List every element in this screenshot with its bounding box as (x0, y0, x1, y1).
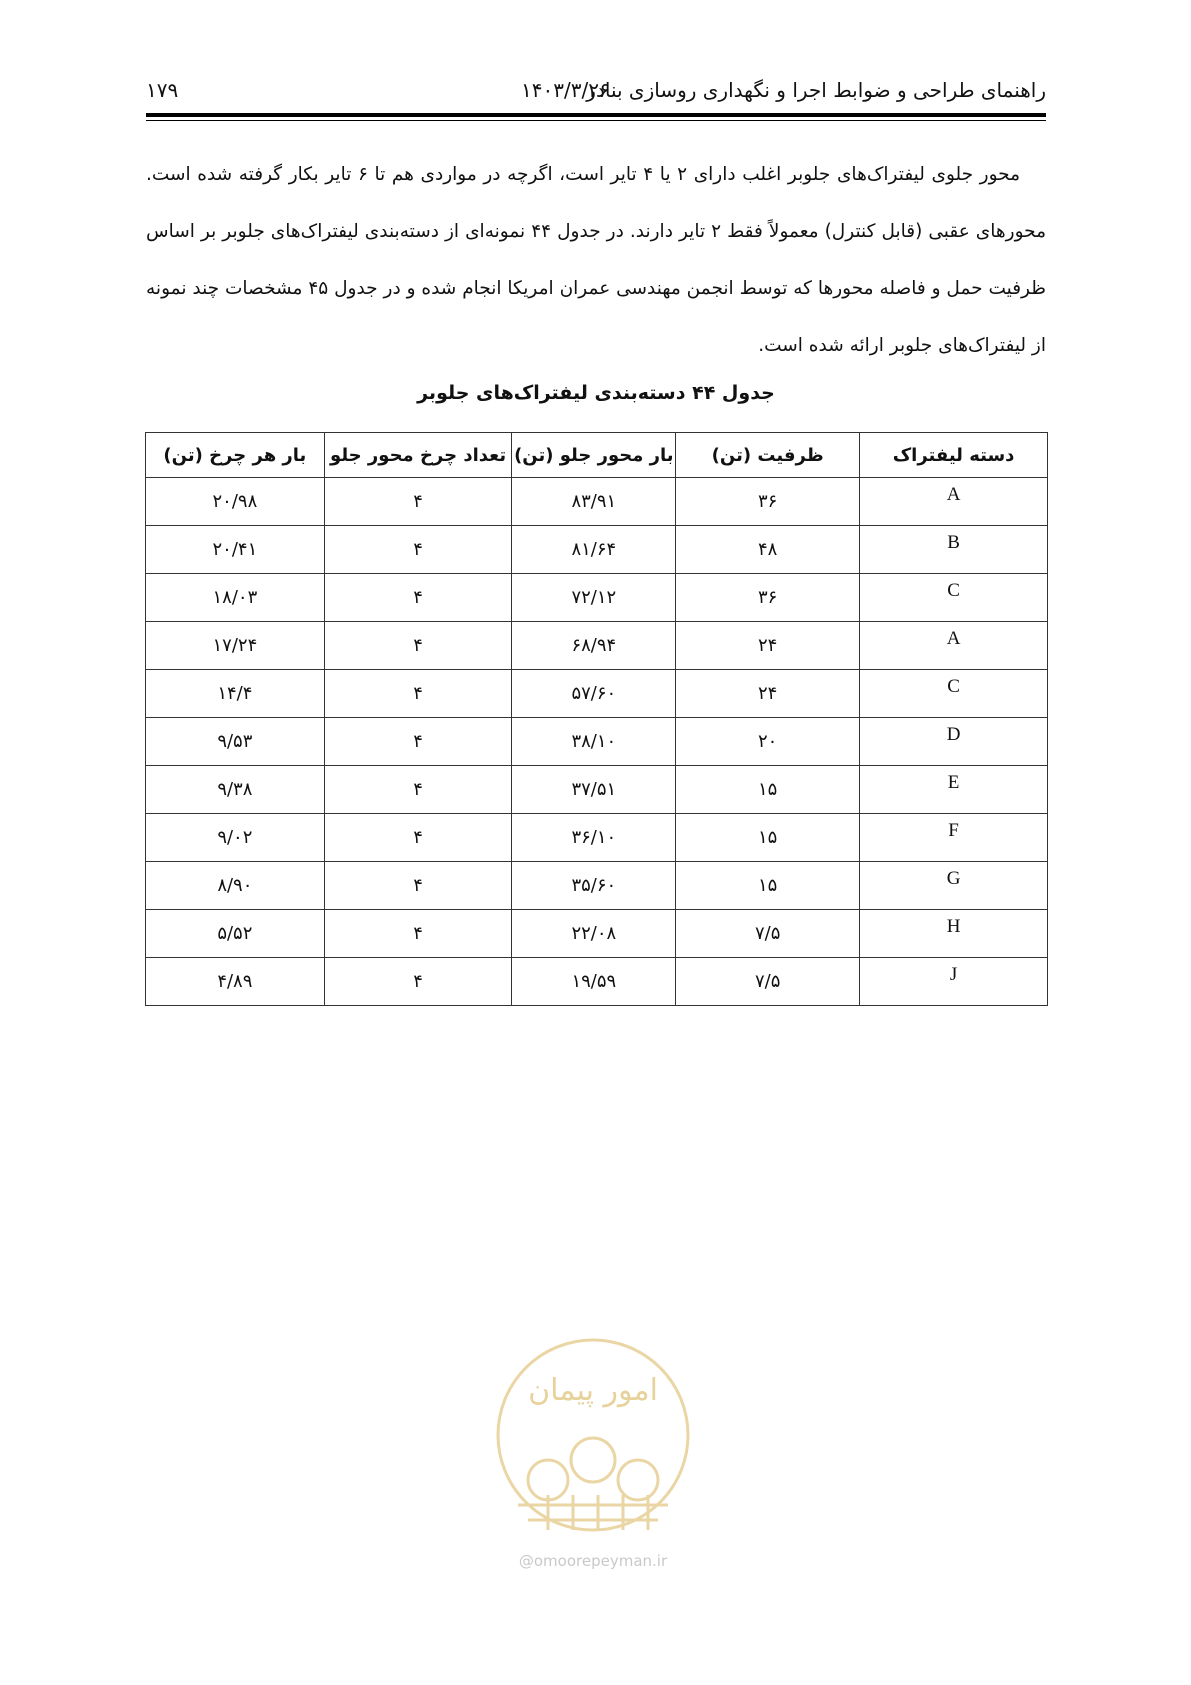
header-title: راهنمای طراحی و ضوابط اجرا و نگهداری روسازی بنادر (586, 78, 1046, 102)
cell-front-wheel-count: ۴ (324, 574, 512, 622)
cell-category: C (860, 670, 1048, 718)
cell-front-wheel-count: ۴ (324, 526, 512, 574)
cell-capacity: ۱۵ (676, 814, 860, 862)
cell-category: F (860, 814, 1048, 862)
table-row (146, 526, 1048, 574)
header-wheel-load: بار هر چرخ (تن) (146, 433, 325, 478)
cell-capacity: ۱۵ (676, 766, 860, 814)
cell-capacity: ۳۶ (676, 574, 860, 622)
cell-category: A (860, 478, 1048, 526)
cell-front-axle-load: ۳۸/۱۰ (512, 718, 676, 766)
table-row (146, 622, 1048, 670)
table-row (146, 574, 1048, 622)
cell-capacity: ۱۵ (676, 862, 860, 910)
table-row (146, 814, 1048, 862)
cell-wheel-load: ۲۰/۹۸ (146, 478, 325, 526)
cell-front-wheel-count: ۴ (324, 670, 512, 718)
cell-category: A (860, 622, 1048, 670)
table-header-row (146, 433, 1048, 478)
cell-front-wheel-count: ۴ (324, 622, 512, 670)
cell-wheel-load: ۵/۵۲ (146, 910, 325, 958)
cell-category: J (860, 958, 1048, 1006)
cell-wheel-load: ۱۸/۰۳ (146, 574, 325, 622)
header-date: ۱۴۰۳/۳/۲۶ (521, 78, 610, 102)
cell-wheel-load: ۲۰/۴۱ (146, 526, 325, 574)
cell-front-axle-load: ۳۷/۵۱ (512, 766, 676, 814)
cell-capacity: ۳۶ (676, 478, 860, 526)
cell-front-axle-load: ۳۶/۱۰ (512, 814, 676, 862)
table-row (146, 910, 1048, 958)
table-row (146, 958, 1048, 1006)
header-rule-thin (146, 120, 1046, 121)
table-row (146, 718, 1048, 766)
table-body (146, 478, 1048, 1006)
header-capacity: ظرفیت (تن) (676, 433, 860, 478)
header-front-wheel-count: تعداد چرخ محور جلو (324, 433, 512, 478)
cell-wheel-load: ۸/۹۰ (146, 862, 325, 910)
page-header (146, 78, 1046, 110)
cell-wheel-load: ۱۴/۴ (146, 670, 325, 718)
cell-category: C (860, 574, 1048, 622)
cell-capacity: ۷/۵ (676, 958, 860, 1006)
cell-front-axle-load: ۲۲/۰۸ (512, 910, 676, 958)
header-front-axle-load: بار محور جلو (تن) (512, 433, 676, 478)
cell-category: E (860, 766, 1048, 814)
cell-wheel-load: ۹/۵۳ (146, 718, 325, 766)
cell-front-wheel-count: ۴ (324, 910, 512, 958)
table-row (146, 862, 1048, 910)
cell-wheel-load: ۴/۸۹ (146, 958, 325, 1006)
cell-category: H (860, 910, 1048, 958)
header-rule-thick (146, 113, 1046, 117)
cell-capacity: ۷/۵ (676, 910, 860, 958)
cell-wheel-load: ۹/۰۲ (146, 814, 325, 862)
watermark-website: @omoorepeyman.ir (518, 1552, 668, 1570)
page-number: ۱۷۹ (146, 78, 179, 102)
cell-front-wheel-count: ۴ (324, 958, 512, 1006)
table-row (146, 766, 1048, 814)
cell-capacity: ۲۴ (676, 670, 860, 718)
cell-category: D (860, 718, 1048, 766)
cell-capacity: ۲۰ (676, 718, 860, 766)
body-text (146, 146, 1046, 374)
cell-front-wheel-count: ۴ (324, 814, 512, 862)
cell-capacity: ۴۸ (676, 526, 860, 574)
cell-category: G (860, 862, 1048, 910)
header-category: دسته لیفتراک (860, 433, 1048, 478)
cell-category: B (860, 526, 1048, 574)
cell-front-axle-load: ۸۳/۹۱ (512, 478, 676, 526)
paragraph: محور جلوی لیفتراک‌های جلوبر اغلب دارای ۲ یا ۴ تایر است، اگرچه در مواردی هم تا ۶ تایر بکار گرفته شده است. محورهای عقبی (قابل کنترل) معمولاً فقط ۲ تایر دارند. در جدول ۴۴ نمونه‌ای از دسته‌بندی لیفتراک‌های جلوبر بر اساس ظرفیت حمل و فاصله محورها که توسط انجمن مهندسی عمران امریکا انجام شده و در جدول ۴۵ مشخصات چند نمونه از لیفتراک‌های جلوبر ارائه شده است. (146, 164, 1046, 356)
watermark-seal (488, 1330, 698, 1540)
cell-front-axle-load: ۷۲/۱۲ (512, 574, 676, 622)
cell-front-axle-load: ۸۱/۶۴ (512, 526, 676, 574)
cell-wheel-load: ۱۷/۲۴ (146, 622, 325, 670)
cell-front-axle-load: ۶۸/۹۴ (512, 622, 676, 670)
cell-front-axle-load: ۱۹/۵۹ (512, 958, 676, 1006)
cell-front-axle-load: ۳۵/۶۰ (512, 862, 676, 910)
cell-front-wheel-count: ۴ (324, 862, 512, 910)
cell-front-wheel-count: ۴ (324, 766, 512, 814)
cell-front-wheel-count: ۴ (324, 478, 512, 526)
cell-capacity: ۲۴ (676, 622, 860, 670)
table-caption: جدول ۴۴ دسته‌بندی لیفتراک‌های جلوبر (417, 382, 775, 404)
cell-wheel-load: ۹/۳۸ (146, 766, 325, 814)
forklift-table (145, 432, 1048, 1006)
table-row (146, 478, 1048, 526)
table-row (146, 670, 1048, 718)
cell-front-axle-load: ۵۷/۶۰ (512, 670, 676, 718)
seal-text: امور پیمان (528, 1373, 658, 1408)
cell-front-wheel-count: ۴ (324, 718, 512, 766)
